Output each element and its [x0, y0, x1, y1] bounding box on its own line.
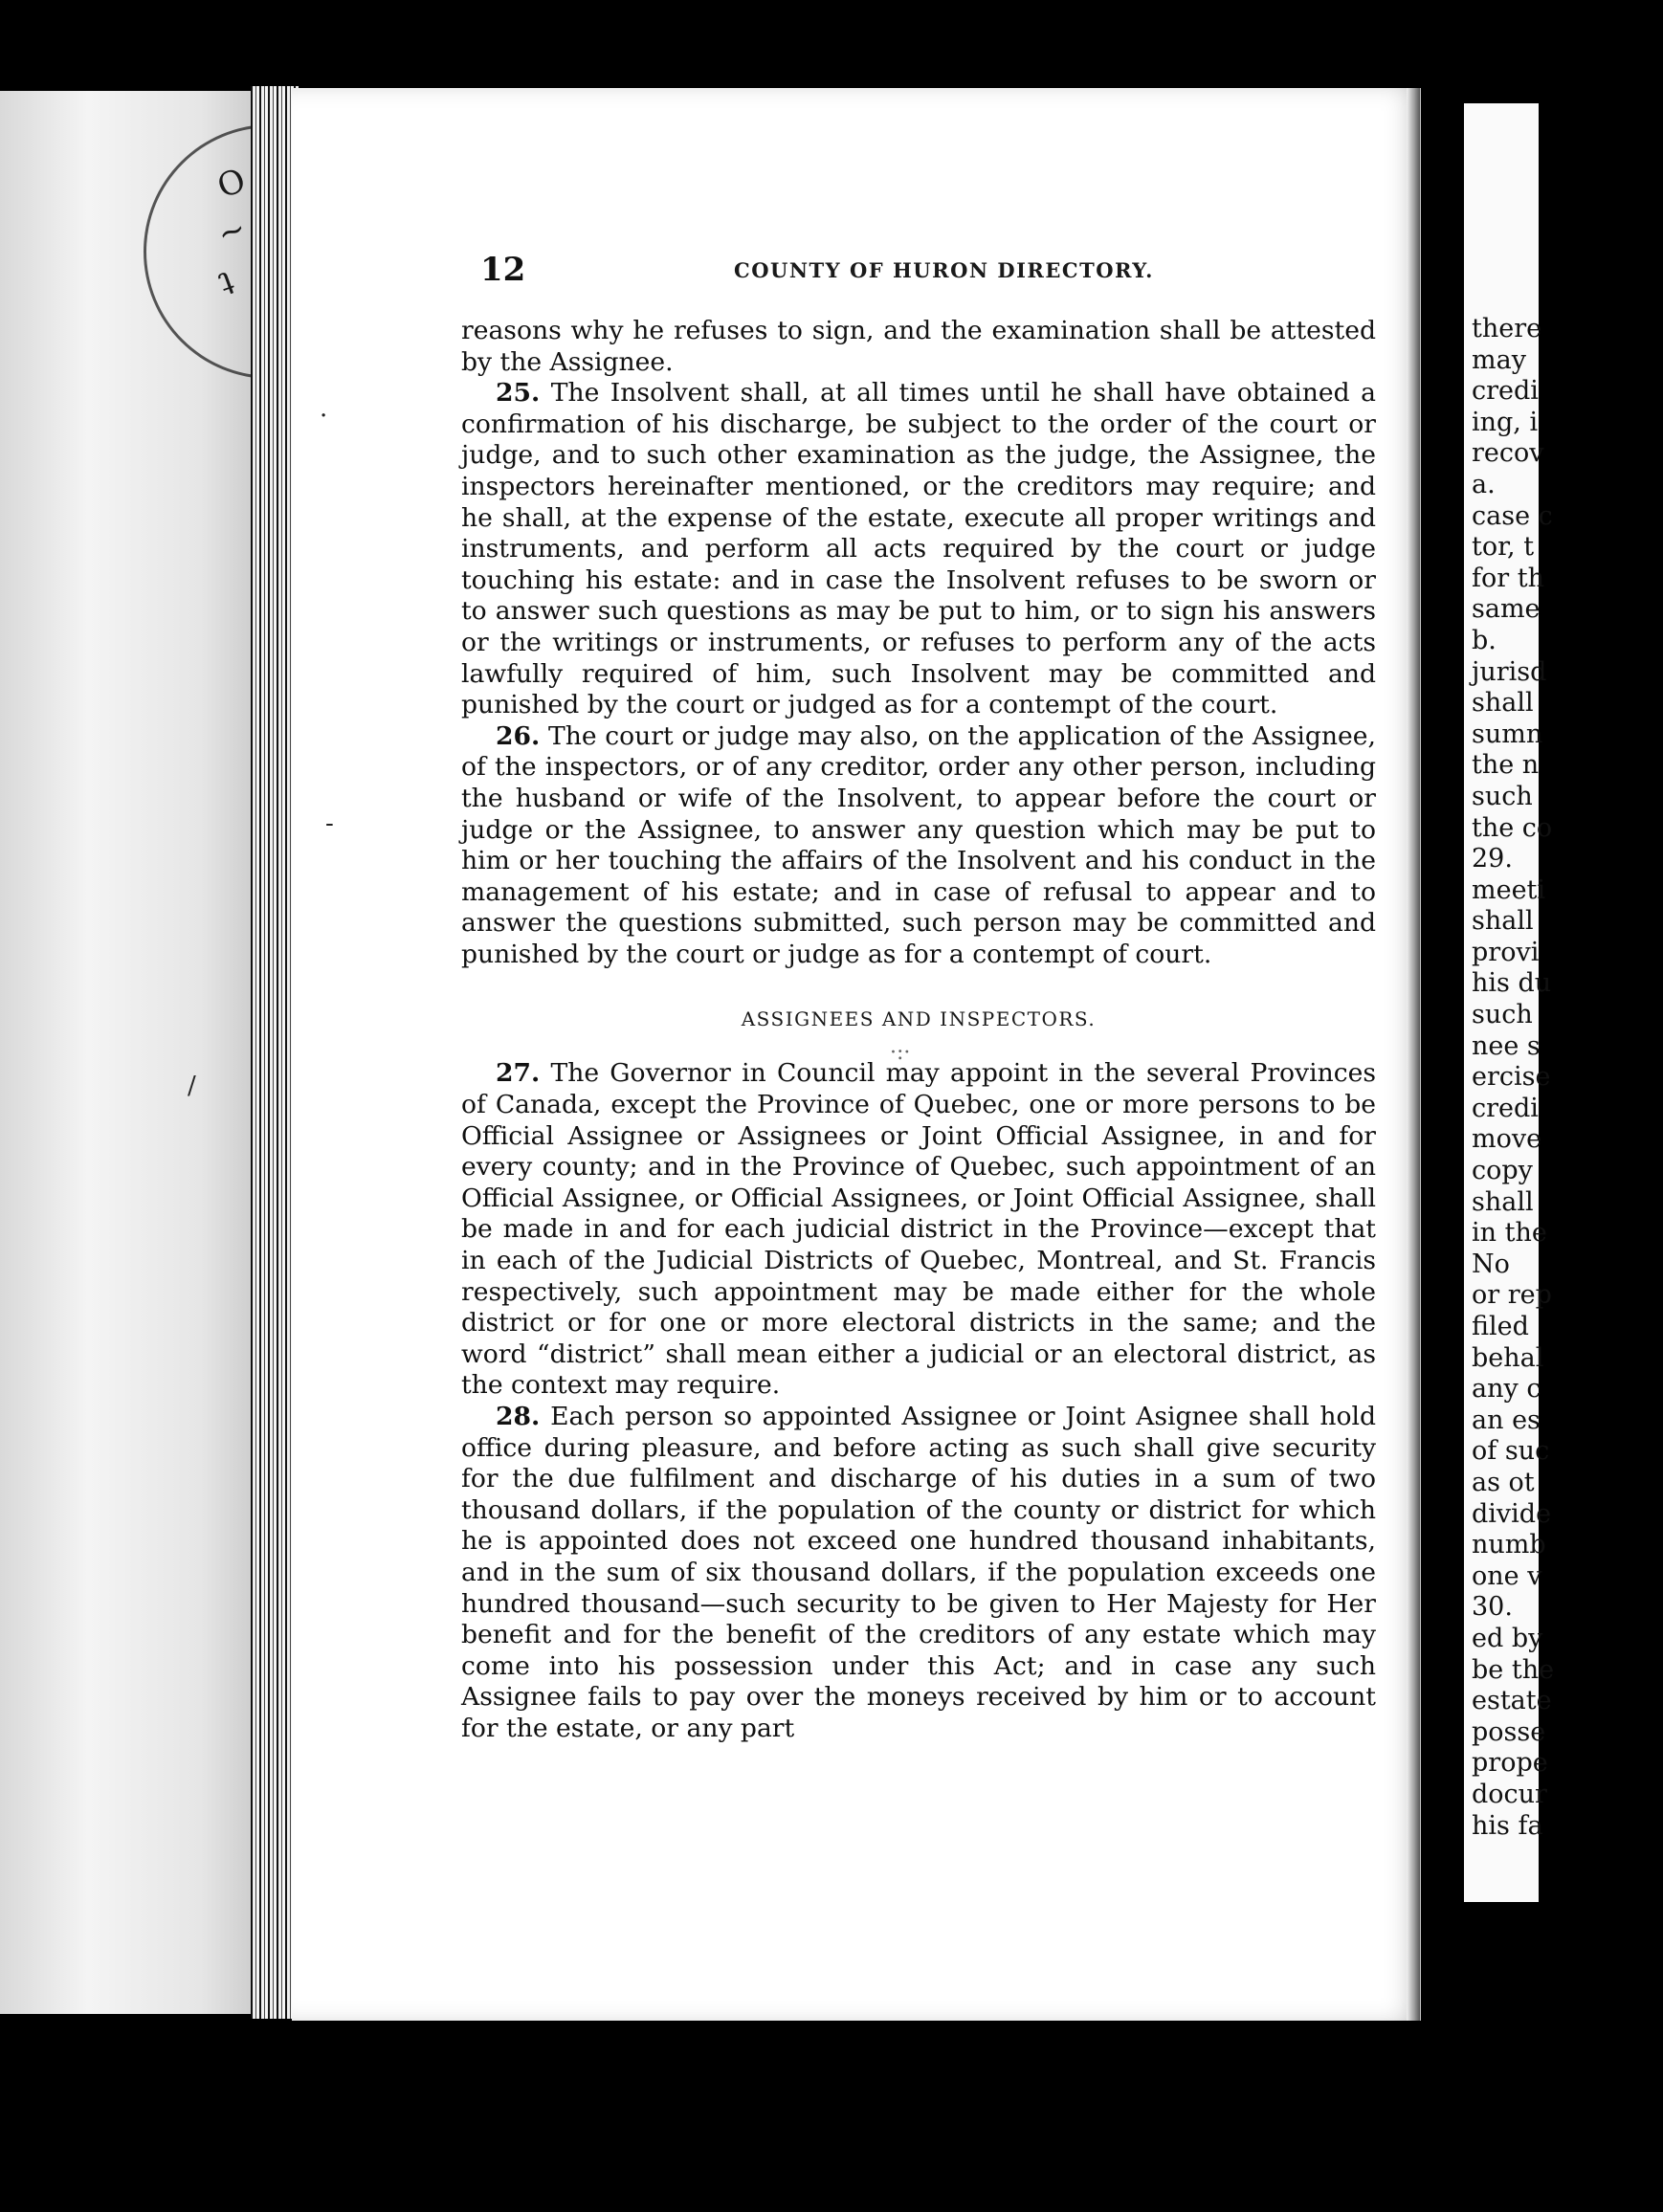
section-25 — [461, 378, 1376, 721]
facing-page-line: or rep — [1472, 1280, 1552, 1311]
facing-page-line: No — [1472, 1249, 1510, 1279]
facing-page-line: case c — [1472, 500, 1553, 531]
section-number: 26. — [496, 720, 541, 751]
facing-page-line: shall — [1472, 688, 1534, 719]
facing-page-line: his du — [1472, 968, 1552, 999]
facing-page-line: his fa — [1472, 1810, 1543, 1841]
page-edge-shadow — [1407, 88, 1420, 2021]
facing-page-line: copy — [1472, 1156, 1533, 1186]
facing-page-line: ing, i — [1472, 407, 1539, 437]
facing-page-line: nee s — [1472, 1030, 1541, 1061]
facing-page-line: same — [1472, 594, 1541, 625]
facing-page-line: jurisd — [1472, 656, 1547, 687]
stamp-fragment-o: O — [212, 161, 251, 207]
facing-page-line: 30. — [1472, 1592, 1513, 1623]
section-heading: ASSIGNEES AND INSPECTORS. — [741, 1007, 1097, 1031]
facing-page-line: for th — [1472, 563, 1544, 593]
facing-page-line: docur — [1472, 1779, 1547, 1809]
page-body — [461, 316, 1376, 1745]
section-28 — [461, 1402, 1376, 1745]
facing-page-line: posse — [1472, 1716, 1546, 1747]
margin-speck: · — [320, 402, 328, 431]
facing-page-line: behal — [1472, 1342, 1544, 1373]
facing-page-line: ed by — [1472, 1623, 1543, 1653]
page-header — [480, 251, 1380, 289]
facing-page-line: may — [1472, 344, 1526, 375]
facing-page-line: in the — [1472, 1218, 1547, 1249]
section-text: The Governor in Council may appoint in the several Provinces of Canada, except the Province of Quebec, one or more persons to be Official Assignee or Assignees or Joint Official Assignee, in and for every county; and in the Province of Quebec, such appointment of an Official Assignee, or Official Assignees, or Joint Official Assignee, shall be made in and for each judicial district in the Province—except that in each of the Judicial Districts of Quebec, Montreal, and St. Francis respectively, such appointment may be made either for the whole district or for one or more electoral districts in the same; and the word “district” shall mean either a judicial or an electoral district, as the context may require. — [461, 1058, 1376, 1401]
facing-page-line: prope — [1472, 1748, 1548, 1779]
section-number: 25. — [496, 378, 541, 409]
facing-page-right-scrap — [1464, 103, 1555, 1902]
facing-page-line: move — [1472, 1124, 1542, 1155]
page-number: 12 — [480, 251, 526, 289]
facing-page-line: ercise — [1472, 1062, 1551, 1093]
margin-dash: - — [325, 809, 334, 838]
facing-page-line: one v — [1472, 1560, 1542, 1591]
facing-page-line: an es — [1472, 1405, 1541, 1435]
facing-page-line: shall — [1472, 1186, 1534, 1217]
facing-page-line: 29. — [1472, 844, 1513, 874]
facing-page-left-scrap — [0, 91, 251, 2014]
facing-page-line: recov — [1472, 438, 1544, 469]
section-number: 28. — [496, 1402, 541, 1431]
facing-page-line: meeti — [1472, 874, 1546, 905]
paragraph-continuation: reasons why he refuses to sign, and the examination shall be attested by the Assignee. — [461, 316, 1376, 377]
running-title: COUNTY OF HURON DIRECTORY. — [734, 258, 1154, 282]
facing-page-line: the n — [1472, 750, 1540, 781]
facing-page-line: as ot — [1472, 1467, 1535, 1497]
facing-page-line: divide — [1472, 1498, 1552, 1529]
facing-page-line: b. — [1472, 625, 1497, 655]
facing-page-line: any c — [1472, 1374, 1541, 1405]
facing-page-line: be the — [1472, 1654, 1555, 1685]
section-text: Each person so appointed Assignee or Joint Asignee shall hold office during pleasure, and before acting as such shall give security for the due fulfilment and discharge of his duties in a sum of two thousand dollars, if the population of the county or district for which he is appointed does not exceed one hundred thousand inhabitants, and in the sum of six thousand dollars, if the population exceeds one hundred thousand—such security to be given to Her Majesty for Her benefit and for the benefit of the creditors of any estate which may come into his possession under this Act; and in case any such Assignee fails to pay over the moneys received by him or to account for the estate, or any part — [461, 1402, 1376, 1743]
section-27 — [461, 1058, 1376, 1402]
facing-page-line: credi — [1472, 1093, 1539, 1123]
section-text: The court or judge may also, on the application of the Assignee, of the inspectors, or of any creditor, order any other person, including the husband or wife of the Insolvent, to appear before the court or judge or the Assignee, to answer any question which may be put to him or her touching the affairs of the Insolvent and his conduct in the management of his estate; and in case of refusal to appear and to answer the questions submitted, such person may be committed and punished by the court or judge as for a contempt of court. — [461, 720, 1376, 969]
facing-page-line: numb — [1472, 1530, 1546, 1560]
section-26 — [461, 721, 1376, 971]
facing-page-line: the co — [1472, 812, 1553, 843]
facing-page-line: filed — [1472, 1312, 1529, 1341]
facing-page-line: shall — [1472, 906, 1534, 937]
facing-page-line: sumn — [1472, 719, 1543, 749]
section-number: 27. — [496, 1058, 541, 1089]
facing-page-line: estate — [1472, 1686, 1552, 1716]
facing-page-text — [1472, 314, 1663, 1842]
facing-page-line: of suc — [1472, 1436, 1550, 1467]
ink-blot: ·:· — [890, 1041, 911, 1065]
facing-page-line: a. — [1472, 469, 1496, 499]
facing-page-line: tor, t — [1472, 532, 1535, 563]
facing-page-line: credi — [1472, 376, 1539, 407]
facing-page-line: such — [1472, 1000, 1533, 1030]
stamp-fragment-mark: ~ — [212, 209, 252, 254]
stamp-fragment-mark-2: ʇ — [211, 258, 238, 300]
facing-page-line: there — [1472, 314, 1542, 343]
facing-page-line: such — [1472, 781, 1533, 811]
facing-page-line: provi — [1472, 937, 1540, 967]
section-text: The Insolvent shall, at all times until he shall have obtained a confirmation of his discharge, be subject to the order of the court or judge, and to such other examination as the judge, the Assignee, the inspectors hereinafter mentioned, or the creditors may require; and he shall, at the expense of the estate, execute all proper writings and instruments, and perform all acts required by the court or judge touching his estate: and in case the Insolvent refuses to be sworn or to answer such questions as may be put to him, or to sign his answers or the writings or instruments, or refuses to perform any of the acts lawfully required of him, such Insolvent may be committed and punished by the court or judged as for a contempt of the court. — [461, 378, 1376, 720]
margin-tick: / — [188, 1072, 196, 1100]
